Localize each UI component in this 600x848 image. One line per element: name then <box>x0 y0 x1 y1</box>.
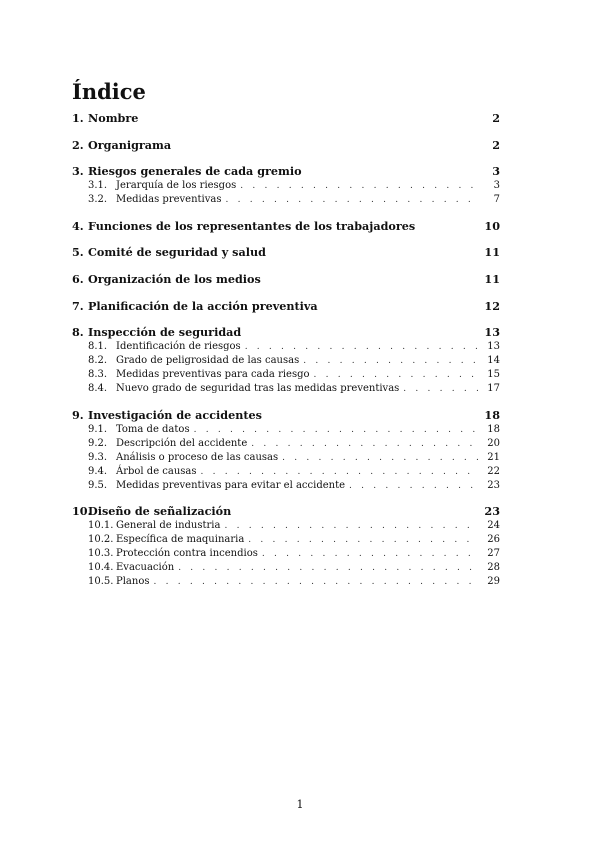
toc-section <box>72 503 500 589</box>
toc-subsection[interactable] <box>72 423 500 437</box>
toc-dot-leader <box>262 548 478 561</box>
toc-subsection-title: Descripción del accidente <box>116 437 248 449</box>
toc-subsection-number: 8.2. <box>88 355 108 367</box>
toc-section-page: 10 <box>484 218 500 233</box>
toc-section-number: 7. <box>72 298 84 313</box>
toc-subsection-number: 3.1. <box>88 180 108 192</box>
toc-subsection-title: Grado de peligrosidad de las causas <box>116 355 300 367</box>
toc-subsection-number: 10.3. <box>88 548 114 560</box>
toc-section <box>72 218 500 234</box>
toc-dot-leader <box>226 194 479 207</box>
toc-subsection-page: 24 <box>487 520 500 532</box>
toc-subsection-title: Medidas preventivas <box>116 194 222 206</box>
toc-dot-leader <box>178 562 478 575</box>
toc-subsection-page: 3 <box>493 180 500 192</box>
toc-subsection-number: 9.4. <box>88 465 108 477</box>
toc-section-heading[interactable] <box>72 503 500 519</box>
toc-section <box>72 298 500 314</box>
toc-section-number: 9. <box>72 407 84 422</box>
toc-subsection-number: 8.1. <box>88 341 108 353</box>
toc-subsection-number: 8.4. <box>88 383 108 395</box>
toc-subsection[interactable] <box>72 382 500 396</box>
toc-subsection[interactable] <box>72 561 500 575</box>
toc-subsection-page: 13 <box>487 341 500 353</box>
toc-subsection-page: 17 <box>487 383 500 395</box>
toc-section-heading[interactable] <box>72 298 500 314</box>
toc-subsection[interactable] <box>72 354 500 368</box>
toc-section-page: 3 <box>492 164 500 179</box>
toc-dot-leader <box>303 355 478 368</box>
toc-subsection-number: 9.1. <box>88 423 108 435</box>
toc-subsection-title: General de industria <box>116 520 221 532</box>
toc-section-heading[interactable] <box>72 244 500 260</box>
toc-subsection-number: 9.3. <box>88 451 108 463</box>
toc-subsection-title: Nuevo grado de seguridad tras las medidas preventivas <box>116 383 400 395</box>
toc-section-number: 4. <box>72 218 84 233</box>
toc-subsection-page: 20 <box>487 437 500 449</box>
page-title: Índice <box>72 79 146 104</box>
toc-section-title: Planificación de la acción preventiva <box>88 298 318 313</box>
toc-section-heading[interactable] <box>72 324 500 340</box>
toc-section-page: 11 <box>484 245 500 260</box>
toc-subsection-page: 29 <box>487 576 500 588</box>
toc-section-number: 10. <box>72 504 92 519</box>
toc-subsection-page: 21 <box>487 451 500 463</box>
toc-subsection-title: Identificación de riesgos <box>116 341 241 353</box>
toc-dot-leader <box>403 383 478 396</box>
toc-section-number: 1. <box>72 111 84 125</box>
toc-subsection-page: 15 <box>487 369 500 381</box>
page-number: 1 <box>296 798 304 811</box>
toc-section-title: Organización de los medios <box>88 271 261 286</box>
toc-dot-leader <box>314 369 478 382</box>
toc-subsection-number: 10.4. <box>88 562 114 574</box>
toc-subsection[interactable] <box>72 465 500 479</box>
toc-section <box>72 137 500 153</box>
toc-dot-leader <box>248 534 478 547</box>
toc-section <box>72 163 500 207</box>
toc-subsection-title: Medidas preventivas para cada riesgo <box>116 369 310 381</box>
toc-section-title: Inspección de seguridad <box>88 325 242 340</box>
toc-section <box>72 407 500 493</box>
toc-section-page: 2 <box>492 137 500 152</box>
toc-dot-leader <box>194 424 478 437</box>
toc-subsection-number: 8.3. <box>88 369 108 381</box>
toc-subsection-page: 22 <box>487 465 500 477</box>
toc-section-page: 11 <box>484 271 500 286</box>
toc-section <box>72 271 500 287</box>
toc-section <box>72 110 500 126</box>
toc-dot-leader <box>245 341 478 354</box>
toc-section-heading[interactable] <box>72 271 500 287</box>
toc-subsection-page: 27 <box>487 548 500 560</box>
toc-section-number: 5. <box>72 245 84 260</box>
toc-section-heading[interactable] <box>72 218 500 234</box>
toc-subsection-page: 18 <box>487 423 500 435</box>
toc-section-title: Funciones de los representantes de los trabajadores <box>88 218 416 233</box>
toc-subsection-title: Planos <box>116 576 150 588</box>
toc-subsection[interactable] <box>72 179 500 193</box>
toc-dot-leader <box>224 520 478 533</box>
toc-subsection-page: 14 <box>487 355 500 367</box>
toc-section-heading[interactable] <box>72 110 500 126</box>
toc-subsection[interactable] <box>72 340 500 354</box>
toc-section-title: Riesgos generales de cada gremio <box>88 164 302 179</box>
toc-section <box>72 324 500 396</box>
toc-dot-leader <box>251 438 478 451</box>
toc-subsection[interactable] <box>72 519 500 533</box>
toc-subsection-number: 3.2. <box>88 194 108 206</box>
toc-subsection-number: 10.2. <box>88 534 114 546</box>
toc-subsection[interactable] <box>72 368 500 382</box>
toc-section-number: 2. <box>72 137 84 152</box>
toc-subsection-title: Evacuación <box>116 562 175 574</box>
toc-section-page: 2 <box>492 111 500 125</box>
toc-section-heading[interactable] <box>72 407 500 423</box>
toc-subsection[interactable] <box>72 547 500 561</box>
toc-section-page: 13 <box>484 325 500 340</box>
toc-subsection-title: Árbol de causas <box>116 465 197 477</box>
toc-subsection[interactable] <box>72 193 500 207</box>
toc-dot-leader <box>201 466 478 479</box>
toc-subsection-title: Medidas preventivas para evitar el accidente <box>116 479 346 491</box>
toc-dot-leader <box>240 180 478 193</box>
toc-section-title: Nombre <box>88 111 139 125</box>
table-of-contents <box>72 110 500 589</box>
toc-subsection-title: Protección contra incendios <box>116 548 258 560</box>
toc-subsection-page: 28 <box>487 562 500 574</box>
toc-section-number: 6. <box>72 271 84 286</box>
toc-subsection-page: 26 <box>487 534 500 546</box>
toc-dot-leader <box>282 452 478 465</box>
toc-dot-leader <box>153 576 478 589</box>
toc-section-title: Organigrama <box>88 137 172 152</box>
toc-subsection-number: 10.1. <box>88 520 114 532</box>
toc-section-number: 3. <box>72 164 84 179</box>
toc-section-title: Diseño de señalización <box>88 504 232 519</box>
toc-subsection[interactable] <box>72 451 500 465</box>
toc-section-heading[interactable] <box>72 137 500 153</box>
toc-subsection[interactable] <box>72 533 500 547</box>
toc-subsection-page: 7 <box>493 194 500 206</box>
toc-subsection[interactable] <box>72 479 500 493</box>
toc-section <box>72 244 500 260</box>
toc-section-page: 23 <box>484 504 500 519</box>
toc-subsection-number: 10.5. <box>88 576 114 588</box>
toc-subsection-number: 9.5. <box>88 479 108 491</box>
toc-dot-leader <box>349 480 478 493</box>
toc-section-title: Comité de seguridad y salud <box>88 245 266 260</box>
toc-section-page: 18 <box>484 407 500 422</box>
toc-section-page: 12 <box>484 298 500 313</box>
toc-subsection-title: Específica de maquinaria <box>116 534 245 546</box>
toc-subsection[interactable] <box>72 437 500 451</box>
toc-section-number: 8. <box>72 325 84 340</box>
toc-subsection-number: 9.2. <box>88 437 108 449</box>
toc-subsection-title: Análisis o proceso de las causas <box>116 451 279 463</box>
toc-section-title: Investigación de accidentes <box>88 407 262 422</box>
toc-section-heading[interactable] <box>72 163 500 179</box>
toc-subsection[interactable] <box>72 575 500 589</box>
toc-subsection-title: Toma de datos <box>116 423 190 435</box>
toc-subsection-title: Jerarquía de los riesgos <box>116 180 237 192</box>
toc-subsection-page: 23 <box>487 479 500 491</box>
